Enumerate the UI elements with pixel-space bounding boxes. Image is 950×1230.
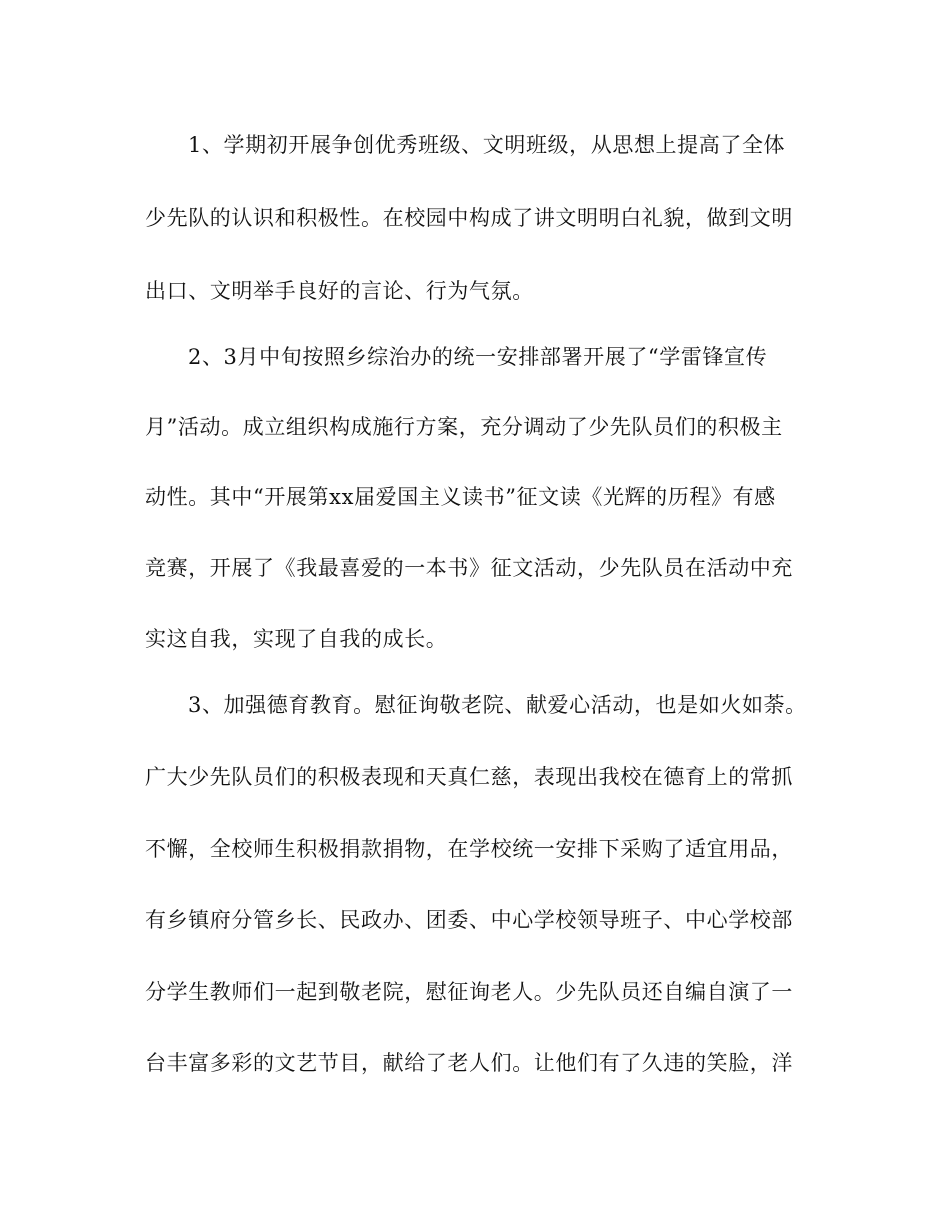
paragraph-1-line-3: 出口、文明举手良好的言论、行为气氛。 — [145, 279, 534, 303]
paragraph-2-line-2: 月”活动。成立组织构成施行方案，充分调动了少先队员们的积极主 — [145, 415, 783, 439]
paragraph-3-line-1: 3、加强德育教育。慰征询敬老院、献爱心活动，也是如火如荼。 — [188, 693, 807, 717]
paragraph-3-line-6: 台丰富多彩的文艺节目，献给了老人们。让他们有了久违的笑脸，洋 — [145, 1051, 793, 1075]
paragraph-3-line-5: 分学生教师们一起到敬老院，慰征询老人。少先队员还自编自演了一 — [145, 980, 793, 1004]
paragraph-2-line-4: 竞赛，开展了《我最喜爱的一本书》征文活动，少先队员在活动中充 — [145, 556, 793, 580]
paragraph-1-line-1: 1、学期初开展争创优秀班级、文明班级，从思想上提高了全体 — [188, 133, 786, 157]
paragraph-2-line-1: 2、3月中旬按照乡综治办的统一安排部署开展了“学雷锋宣传 — [188, 345, 768, 369]
paragraph-3-line-4: 有乡镇府分管乡长、民政办、团委、中心学校领导班子、中心学校部 — [145, 908, 793, 932]
paragraph-2-line-5: 实这自我，实现了自我的成长。 — [145, 627, 448, 651]
paragraph-2-line-3: 动性。其中“开展第xx届爱国主义读书”征文读《光辉的历程》有感 — [145, 485, 776, 509]
paragraph-3-line-3: 不懈，全校师生积极捐款捐物，在学校统一安排下采购了适宜用品， — [145, 837, 793, 861]
paragraph-1-line-2: 少先队的认识和积极性。在校园中构成了讲文明明白礼貌，做到文明 — [145, 206, 793, 230]
paragraph-3-line-2: 广大少先队员们的积极表现和天真仁慈，表现出我校在德育上的常抓 — [145, 765, 793, 789]
